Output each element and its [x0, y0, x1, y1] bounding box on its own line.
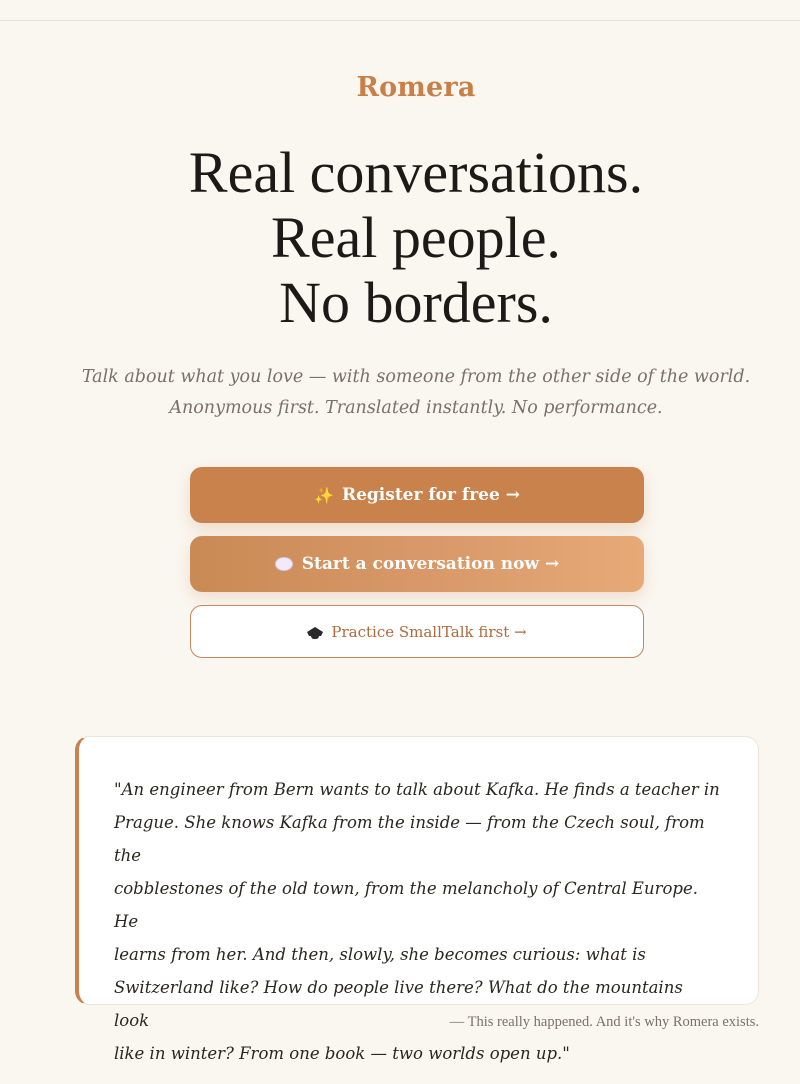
practice-smalltalk-button-label: Practice SmallTalk first → [331, 622, 527, 641]
sparkles-icon: ✨ [314, 485, 334, 505]
hero-tagline [0, 362, 800, 424]
practice-smalltalk-button[interactable] [190, 605, 644, 658]
register-button-label: Register for free → [341, 485, 520, 505]
top-divider [0, 20, 800, 21]
headline-line: Real people. [271, 205, 561, 270]
brand-logo[interactable]: Romera [356, 72, 476, 103]
quote-line: Switzerland like? How do people live there? What do the mountains look [114, 978, 683, 1030]
start-conversation-button-label: Start a conversation now → [301, 554, 560, 574]
headline-line: No borders. [279, 270, 553, 335]
quote-line: learns from her. And then, slowly, she becomes curious: what is [114, 945, 646, 964]
graduation-cap-icon [307, 625, 323, 639]
tagline-line: Talk about what you love — with someone from the other side of the world. [81, 367, 751, 387]
testimonial-attribution: — This really happened. And it's why Romera exists. [449, 1014, 759, 1030]
start-conversation-button[interactable] [190, 536, 644, 592]
quote-line: like in winter? From one book — two worlds open up." [114, 1044, 570, 1063]
quote-line: cobblestones of the old town, from the melancholy of Central Europe. He [114, 879, 698, 931]
headline-line: Real conversations. [188, 140, 644, 205]
tagline-line: Anonymous first. Translated instantly. No performance. [169, 398, 663, 418]
quote-line: Prague. She knows Kafka from the inside — from the Czech soul, from the [114, 813, 705, 865]
quote-line: "An engineer from Bern wants to talk about Kafka. He finds a teacher in [114, 780, 720, 799]
speech-bubble-icon [275, 557, 293, 571]
register-button[interactable] [190, 467, 644, 523]
hero-headline [0, 140, 800, 335]
